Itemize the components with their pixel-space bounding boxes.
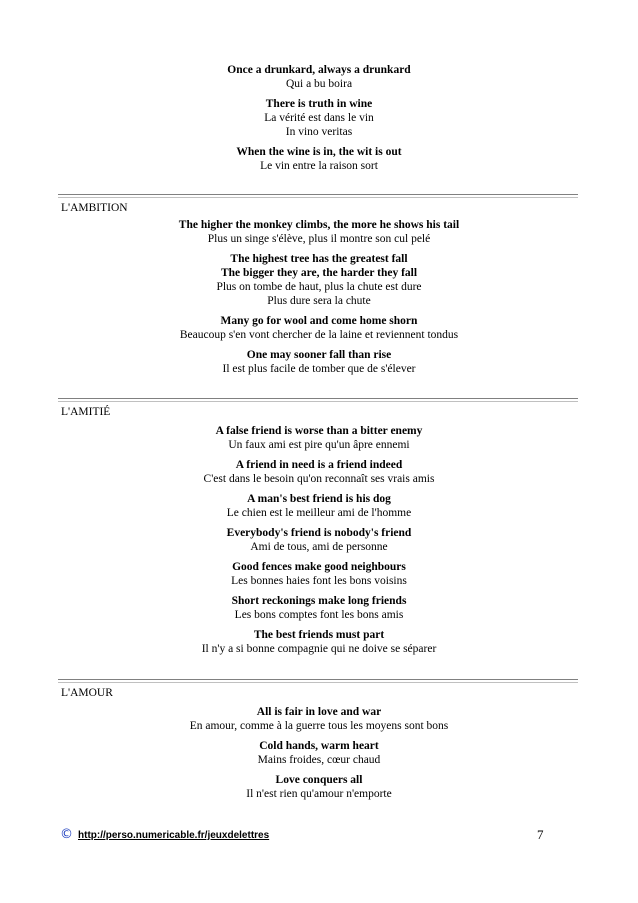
proverb-fr: Ami de tous, ami de personne [250,541,388,553]
proverb-en: A friend in need is a friend indeed [235,459,403,471]
section-divider [58,194,578,198]
section-heading-ambition: L'AMBITION [61,202,128,214]
page-number: 7 [537,827,544,842]
proverb-fr: Les bonnes haies font les bons voisins [231,575,407,587]
proverb-fr: Le vin entre la raison sort [260,160,378,172]
proverb-en: Once a drunkard, always a drunkard [227,64,411,76]
proverb-en: The highest tree has the greatest fall [230,253,408,265]
proverb-fr: Beaucoup s'en vont chercher de la laine et reviennent tondus [179,329,459,341]
amitie-proverbs [60,424,578,656]
proverb-fr: In vino veritas [285,126,353,138]
amour-proverbs [60,705,578,801]
proverb-fr: Plus dure sera la chute [267,295,371,307]
proverb-en: Everybody's friend is nobody's friend [226,527,412,539]
proverb-fr: Plus on tombe de haut, plus la chute est dure [216,281,422,293]
proverb-fr: Le chien est le meilleur ami de l'homme [226,507,412,519]
proverb-fr: Il n'est rien qu'amour n'emporte [246,788,392,800]
section-divider [58,679,578,683]
proverb-fr: Un faux ami est pire qu'un âpre ennemi [228,439,410,451]
proverb-en: Many go for wool and come home shorn [220,315,418,327]
proverb-en: The best friends must part [253,629,385,641]
footer-website-link[interactable]: http://perso.numericable.fr/jeuxdelettres [78,830,270,841]
proverb-fr: La vérité est dans le vin [264,112,374,124]
section-heading-amitie: L'AMITIÉ [61,406,111,418]
proverb-en: A false friend is worse than a bitter enemy [215,425,423,437]
proverb-fr: Il est plus facile de tomber que de s'élever [222,363,416,375]
proverb-en: When the wine is in, the wit is out [236,146,402,158]
proverb-fr: C'est dans le besoin qu'on reconnaît ses vrais amis [203,473,435,485]
proverb-en: Love conquers all [275,774,363,786]
section-heading-amour: L'AMOUR [61,687,113,699]
proverb-fr: Mains froides, cœur chaud [257,754,381,766]
proverb-en: A man's best friend is his dog [247,493,391,505]
proverb-en: Good fences make good neighbours [232,561,406,573]
proverb-en: All is fair in love and war [256,706,382,718]
proverb-en: Cold hands, warm heart [259,740,379,752]
proverb-fr: Il n'y a si bonne compagnie qui ne doive se séparer [201,643,437,655]
proverb-fr: En amour, comme à la guerre tous les moyens sont bons [189,720,449,732]
proverb-fr: Plus un singe s'élève, plus il montre son cul pelé [207,233,431,245]
copyright-icon: © [60,827,73,842]
intro-proverbs [60,63,578,173]
proverb-en: One may sooner fall than rise [246,349,392,361]
proverb-en: The higher the monkey climbs, the more he shows his tail [178,219,460,231]
proverb-en: There is truth in wine [265,98,373,110]
proverb-fr: Qui a bu boira [285,78,353,90]
proverb-en: Short reckonings make long friends [231,595,407,607]
proverb-fr: Les bons comptes font les bons amis [234,609,404,621]
proverb-en: The bigger they are, the harder they fall [220,267,418,279]
ambition-proverbs [60,218,578,376]
section-divider [58,398,578,402]
